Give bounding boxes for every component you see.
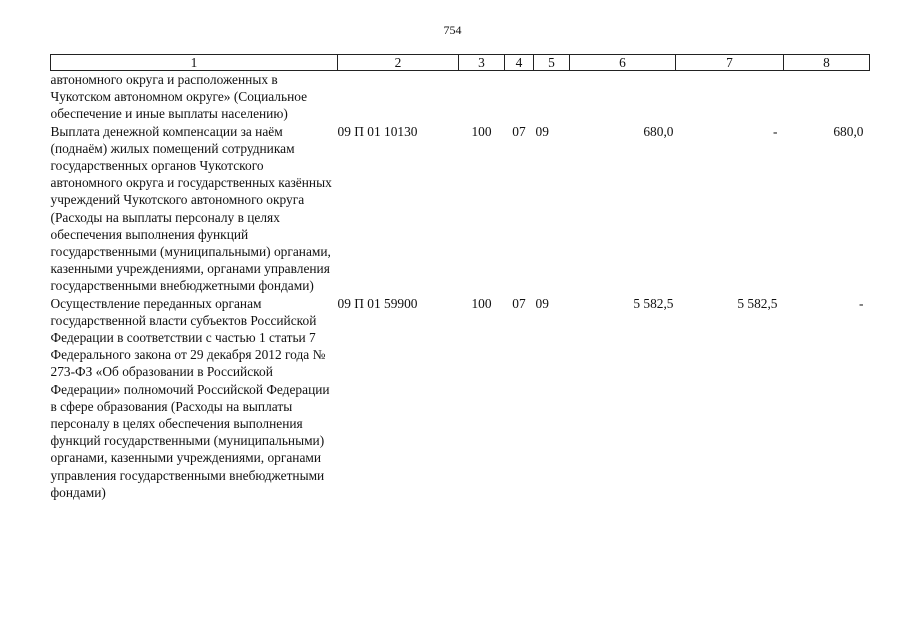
row-code: 09 П 01 59900 [337, 295, 418, 311]
header-col-5: 5 [534, 55, 570, 71]
row-description: Выплата денежной компенсации за наём (поднаём) жилых помещений сотрудникам государственных органов Чукотского автономного округа и государственных казённых учреждений Чукотского автономного округа (Расходы на выплаты персоналу в целях обеспечения выполнения функций государственными (муниципальными) органами, казенными учреждениями, органами управления государственными внебюджетными фондами) [50, 123, 332, 294]
row-code: 09 П 01 10130 [337, 123, 418, 139]
header-row [51, 55, 870, 71]
row-code [338, 71, 459, 123]
table-header [51, 55, 870, 71]
row-col6 [570, 71, 676, 123]
row-pr: 09 [535, 295, 549, 311]
header-col-6: 6 [570, 55, 676, 71]
table-row [51, 295, 870, 501]
row-pr: 09 [535, 123, 549, 139]
row-rz: 07 [512, 123, 526, 139]
budget-table [50, 54, 870, 501]
table-row [51, 71, 870, 123]
row-col7: - [773, 123, 778, 139]
row-col7: 5 582,5 [737, 295, 778, 311]
row-rz [505, 71, 534, 123]
row-rz: 07 [512, 295, 526, 311]
header-col-1: 1 [51, 55, 338, 71]
row-description: Осуществление переданных органам государственной власти субъектов Российской Федерации в соответствии с частью 1 статьи 7 Федерального закона от 29 декабря 2012 года № 273-ФЗ «Об образовании в Российской Федерации» полномочий Российской Федерации в сфере образования (Расходы на выплаты персоналу в целях обеспечения выполнения функций государственными (муниципальными) органами, казенными учреждениями, органами управления государственными внебюджетными фондами) [50, 295, 330, 500]
row-vr: 100 [471, 123, 492, 139]
row-col8 [784, 71, 870, 123]
row-col6: 5 582,5 [633, 295, 674, 311]
header-col-3: 3 [459, 55, 505, 71]
header-col-4: 4 [505, 55, 534, 71]
header-col-2: 2 [338, 55, 459, 71]
row-vr: 100 [471, 295, 492, 311]
table-body [51, 71, 870, 502]
page-number: 754 [443, 23, 462, 37]
table-row [51, 123, 870, 295]
row-vr [459, 71, 505, 123]
header-col-7: 7 [676, 55, 784, 71]
row-col8: 680,0 [833, 123, 864, 139]
row-col8: - [859, 295, 864, 311]
row-col6: 680,0 [643, 123, 674, 139]
row-pr [534, 71, 570, 123]
header-col-8: 8 [784, 55, 870, 71]
row-col7 [676, 71, 784, 123]
row-description: автономного округа и расположенных в Чукотском автономном округе» (Социальное обеспечение и иные выплаты населению) [50, 72, 308, 122]
